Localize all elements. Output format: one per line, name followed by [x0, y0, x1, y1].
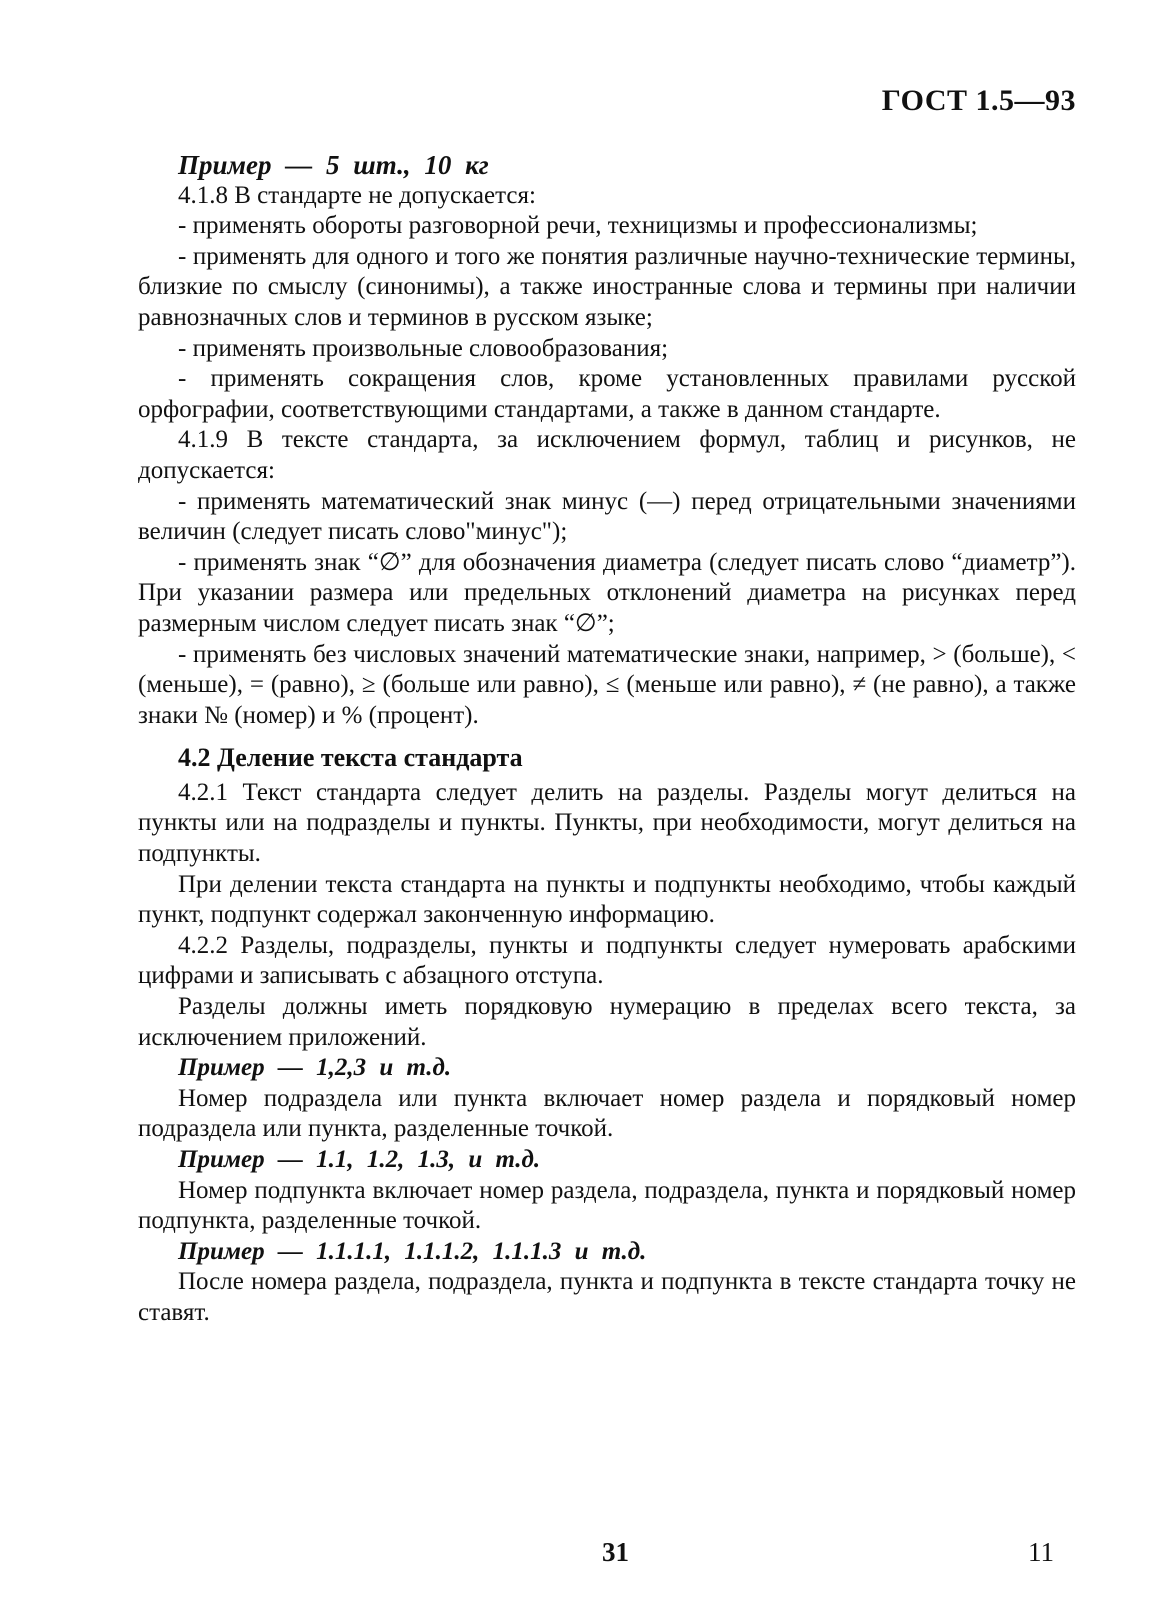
paragraph: - применять для одного и того же понятия различные научно-технические термины, близкие по смыслу (синонимы), а также иностранные слова и термины при наличии равнозначных слов и терминов в русском языке;	[138, 242, 1076, 331]
paragraph: Номер подраздела или пункта включает номер раздела и порядковый номер подраздела или пункта, разделенные точкой.	[138, 1084, 1076, 1143]
paragraph: - применять сокращения слов, кроме установленных правилами русской орфографии, соответствующими стандартами, а также в данном стандарте.	[138, 365, 1076, 423]
paragraph: Разделы должны иметь порядковую нумерацию в пределах всего текста, за исключением приложений.	[138, 993, 1076, 1051]
example-line: Пример — 1,2,3 и т.д.	[178, 1054, 452, 1082]
paragraph: 4.2.1 Текст стандарта следует делить на разделы. Разделы могут делиться на пункты или на подразделы и пункты. Пункты, при необходимости, могут делиться на подпункты.	[138, 778, 1076, 868]
sheet-number: 11	[1028, 1537, 1054, 1567]
paragraph: 4.1.8 В стандарте не допускается:	[178, 181, 536, 209]
document-body	[138, 150, 1076, 1329]
example-line: Пример — 5 шт., 10 кг	[178, 150, 489, 180]
paragraph: - применять математический знак минус (—) перед отрицательными значениями величин (следует писать слово"минус");	[138, 487, 1076, 546]
document-designation: ГОСТ 1.5—93	[881, 84, 1076, 117]
section-heading: 4.2 Деление текста стандарта	[178, 743, 523, 773]
paragraph: - применять знак “∅” для обозначения диаметра (следует писать слово “диаметр”). При указании размера или предельных отклонений диаметра на рисунках перед размерным числом следует писать знак “∅”;	[138, 548, 1076, 637]
paragraph: Номер подпункта включает номер раздела, подраздела, пункта и порядковый номер подпункта, разделенные точкой.	[138, 1176, 1076, 1235]
paragraph: - применять произвольные словообразования;	[178, 334, 669, 362]
paragraph: После номера раздела, подраздела, пункта и подпункта в тексте стандарта точку не ставят.	[138, 1268, 1076, 1326]
page-number: 31	[602, 1537, 629, 1567]
paragraph: При делении текста стандарта на пункты и подпункты необходимо, чтобы каждый пункт, подпункт содержал законченную информацию.	[138, 870, 1076, 929]
paragraph: 4.1.9 В тексте стандарта, за исключением формул, таблиц и рисунков, не допускается:	[138, 426, 1076, 484]
example-line: Пример — 1.1.1.1, 1.1.1.2, 1.1.1.3 и т.д.	[178, 1237, 647, 1265]
example-line: Пример — 1.1, 1.2, 1.3, и т.д.	[178, 1146, 541, 1173]
paragraph: - применять без числовых значений математические знаки, например, > (больше), < (меньше), = (равно), ≥ (больше или равно), ≤ (меньше или равно), ≠ (не равно), а также знаки № (номер) и % (процент).	[138, 640, 1076, 729]
paragraph: - применять обороты разговорной речи, техницизмы и профессионализмы;	[178, 212, 978, 240]
paragraph: 4.2.2 Разделы, подразделы, пункты и подпункты следует нумеровать арабскими цифрами и записывать с абзацного отступа.	[138, 931, 1076, 990]
